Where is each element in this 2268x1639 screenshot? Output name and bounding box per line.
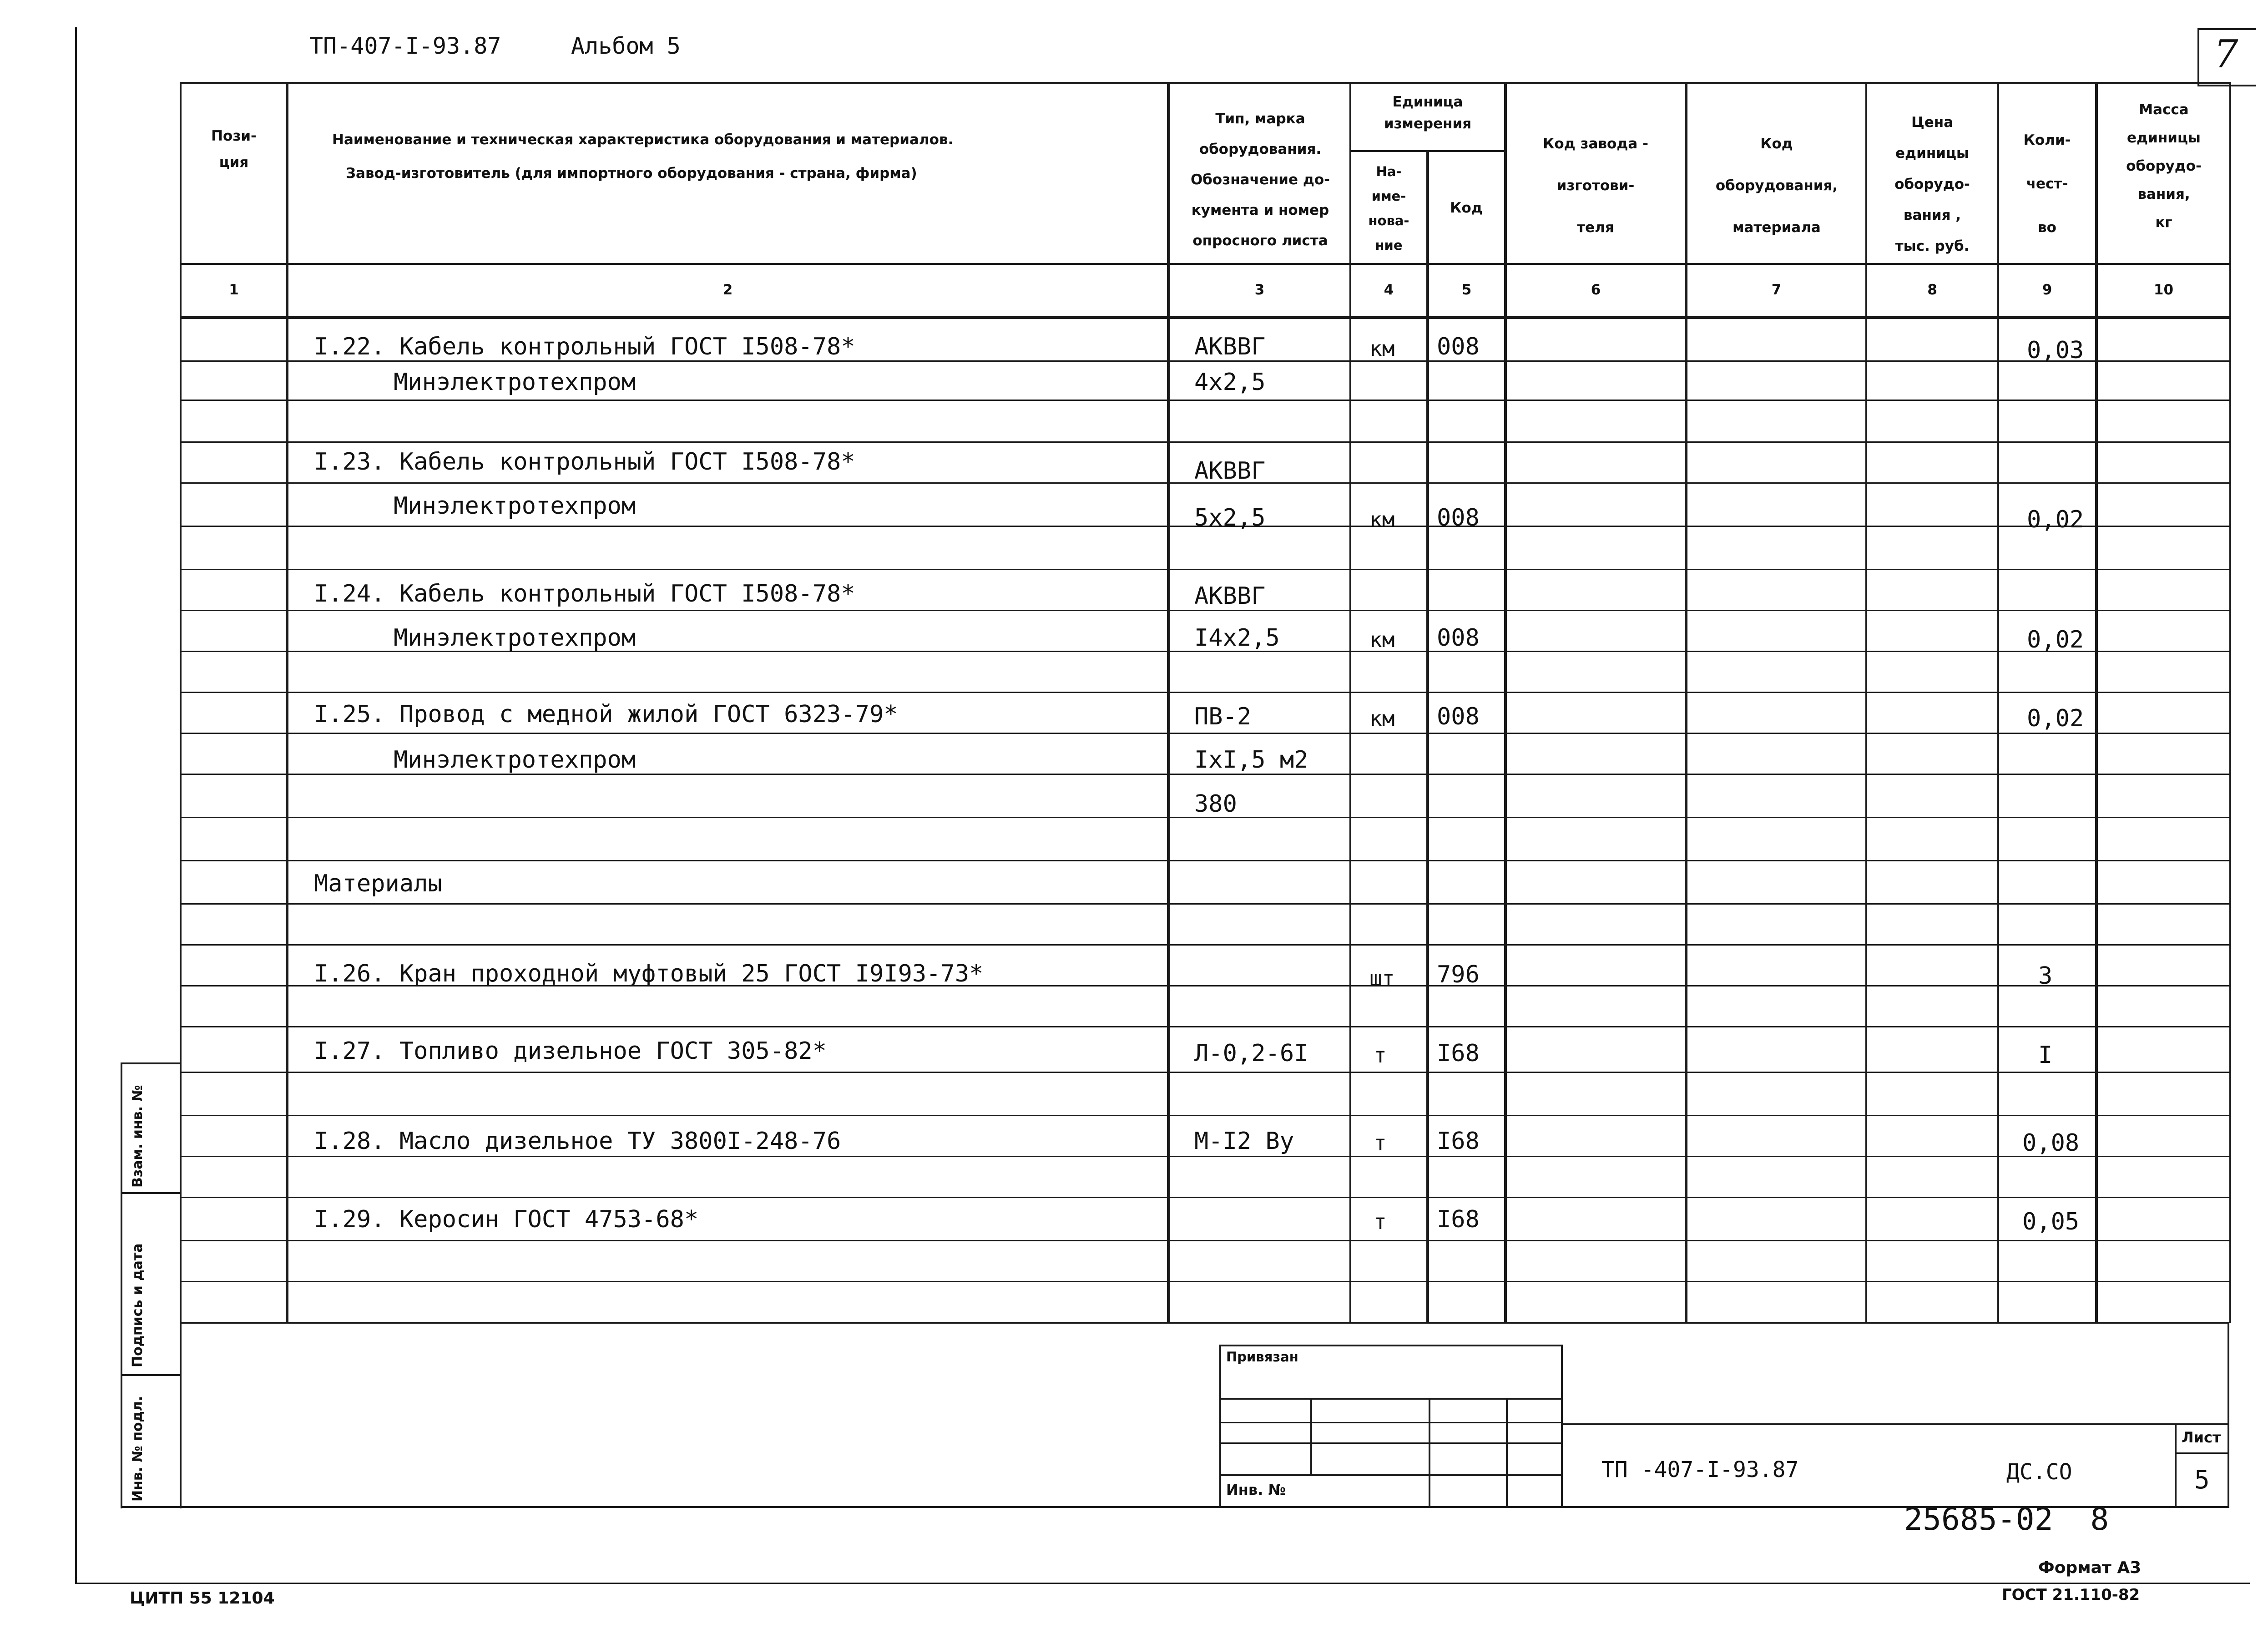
item-type: ПВ-2	[1194, 703, 1252, 730]
item-type: АКВВГ	[1194, 582, 1266, 610]
header-position: Пози- ция	[211, 128, 257, 171]
table-top-line	[180, 82, 2229, 84]
item-unit-code: I68	[1437, 1128, 1480, 1155]
bottom-frame-line	[75, 1583, 2250, 1584]
header-bottom-line	[180, 263, 2229, 265]
item-unit: т	[1374, 1131, 1387, 1155]
page-number: 7	[2214, 32, 2238, 76]
stamp-top-line	[180, 1322, 2229, 1324]
header-unit-group: Единица измерения	[1384, 94, 1472, 132]
item-quantity: 0,02	[2027, 626, 2084, 653]
header-unit-name: На- име- нова- ние	[1368, 164, 1409, 253]
item-name: I.23. Кабель контрольный ГОСТ I508-78*	[314, 448, 855, 476]
item-unit: т	[1374, 1209, 1387, 1234]
item-unit: км	[1369, 706, 1395, 731]
item-name: I.29. Керосин ГОСТ 4753-68*	[314, 1206, 699, 1233]
item-unit-code: 796	[1437, 961, 1480, 988]
stamp-right-line	[2228, 1322, 2229, 1508]
column-number: 2	[722, 282, 733, 298]
item-unit: км	[1369, 507, 1395, 532]
stamp-sheet-number: 5	[2194, 1465, 2210, 1495]
document-code: ТП-407-I-93.87	[309, 33, 501, 59]
column-number: 4	[1384, 282, 1394, 298]
column-number: 3	[1254, 282, 1265, 298]
page-number-box	[2197, 28, 2256, 86]
label-vzam-inv: Взам. инв. №	[130, 1085, 146, 1188]
item-unit-code: I68	[1437, 1040, 1480, 1067]
left-binding-line	[75, 27, 77, 1583]
item-name: I.26. Кран проходной муфтовый 25 ГОСТ I9I93-73*	[314, 960, 984, 987]
item-name: I.25. Провод с медной жилой ГОСТ 6323-79*	[314, 701, 898, 728]
header-equipment-code: Код оборудования, материала	[1715, 136, 1838, 236]
printer-label: ЦИТП 55 12104	[130, 1589, 275, 1608]
column-number: 8	[1927, 282, 1937, 298]
item-quantity: 3	[2038, 962, 2053, 990]
stamp-set-code: ДС.СО	[2006, 1459, 2072, 1485]
item-quantity: 0,02	[2027, 506, 2084, 533]
column-number: 7	[1771, 282, 1782, 298]
item-unit: шт	[1369, 966, 1395, 991]
column-number: 1	[229, 282, 239, 298]
item-type: Л-0,2-6I	[1194, 1040, 1308, 1067]
item-quantity: 0,03	[2027, 337, 2084, 364]
stamp-privyazan: Привязан	[1226, 1349, 1298, 1365]
item-type: I4x2,5	[1194, 624, 1280, 652]
item-name: I.24. Кабель контрольный ГОСТ I508-78*	[314, 580, 855, 607]
item-type: IxI,5 м2	[1194, 746, 1308, 774]
item-quantity: 0,08	[2022, 1129, 2080, 1157]
stamp-sheet-label: Лист	[2182, 1429, 2221, 1446]
item-unit: км	[1369, 336, 1395, 361]
column-numbers-bottom-line	[180, 316, 2229, 319]
stamp-document-code: ТП -407-I-93.87	[1601, 1457, 1799, 1482]
column-number: 6	[1591, 282, 1601, 298]
label-inv-podl: Инв. № подл.	[130, 1396, 146, 1502]
item-unit: км	[1369, 627, 1395, 652]
header-mass: Масса единицы оборудо- вания, кг	[2126, 101, 2202, 231]
header-quantity: Коли- чест- во	[2023, 132, 2071, 236]
album-label: Альбом 5	[571, 33, 681, 59]
column-number: 10	[2153, 282, 2174, 298]
item-quantity: 0,02	[2027, 705, 2084, 732]
item-type: 4x2,5	[1194, 369, 1266, 396]
item-manufacturer: Минэлектротехпром	[394, 624, 636, 652]
section-heading-materials: Материалы	[314, 870, 442, 897]
item-unit: т	[1374, 1043, 1387, 1067]
item-name: I.27. Топливо дизельное ГОСТ 305-82*	[314, 1037, 827, 1065]
item-type: 5x2,5	[1194, 504, 1266, 531]
header-price: Цена единицы оборудо- вания , тыс. руб.	[1894, 114, 1970, 254]
header-unit-code: Код	[1450, 200, 1483, 216]
archive-number: 25685-02 8	[1904, 1502, 2109, 1538]
item-type: М-I2 Ву	[1194, 1128, 1294, 1155]
label-signature-date: Подпись и дата	[130, 1243, 146, 1367]
item-unit-code: 008	[1437, 703, 1480, 730]
item-unit-code: I68	[1437, 1206, 1480, 1233]
item-manufacturer: Минэлектротехпром	[394, 492, 636, 520]
format-label: Формат А3	[2038, 1558, 2142, 1577]
stamp-inv-no: Инв. №	[1226, 1481, 1286, 1498]
gost-label: ГОСТ 21.110-82	[2002, 1586, 2140, 1604]
header-name: Наименование и техническая характеристика оборудования и материалов. Завод-изготовитель (для импортного оборудования - страна, фирма)	[332, 132, 954, 182]
item-unit-code: 008	[1437, 504, 1480, 531]
column-number: 5	[1461, 282, 1472, 298]
item-unit-code: 008	[1437, 333, 1480, 360]
item-type: АКВВГ	[1194, 457, 1266, 485]
header-factory-code: Код завода - изготови- теля	[1543, 136, 1648, 236]
item-quantity: 0,05	[2022, 1208, 2080, 1235]
item-type: 380	[1194, 790, 1237, 818]
item-name: I.22. Кабель контрольный ГОСТ I508-78*	[314, 333, 855, 360]
item-manufacturer: Минэлектротехпром	[394, 746, 636, 774]
header-type: Тип, марка оборудования. Обозначение до- кумента и номер опросного листа	[1190, 111, 1330, 249]
item-type: АКВВГ	[1194, 333, 1266, 360]
item-manufacturer: Минэлектротехпром	[394, 369, 636, 396]
column-number: 9	[2042, 282, 2052, 298]
item-quantity: I	[2038, 1042, 2053, 1069]
item-name: I.28. Масло дизельное ТУ 3800I-248-76	[314, 1128, 841, 1155]
item-unit-code: 008	[1437, 624, 1480, 652]
